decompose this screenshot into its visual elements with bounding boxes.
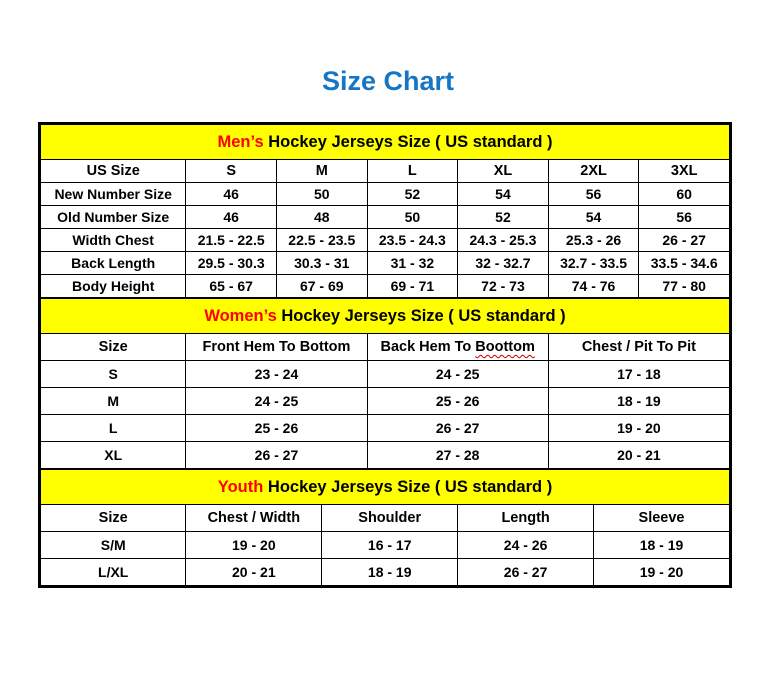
cell-value: 25.3 - 26 [548, 229, 639, 252]
section-title-mens [41, 125, 730, 160]
cell-value: 24 - 25 [186, 388, 367, 415]
section-title-rest: Hockey Jerseys Size ( US standard ) [276, 306, 566, 325]
column-header-row [41, 160, 730, 183]
table-row [41, 532, 730, 559]
column-header-row [41, 334, 730, 361]
column-header: Size [41, 334, 186, 361]
column-header: US Size [41, 160, 186, 183]
cell-value: 23 - 24 [186, 361, 367, 388]
row-label: M [41, 388, 186, 415]
row-label: Width Chest [41, 229, 186, 252]
cell-value: 19 - 20 [186, 532, 322, 559]
cell-value: 74 - 76 [548, 275, 639, 298]
column-header: S [186, 160, 277, 183]
cell-value: 16 - 17 [322, 532, 458, 559]
row-label: XL [41, 442, 186, 469]
column-header: Chest / Pit To Pit [548, 334, 729, 361]
row-label: S/M [41, 532, 186, 559]
cell-value: 48 [276, 206, 367, 229]
cell-value: 72 - 73 [458, 275, 549, 298]
cell-value: 26 - 27 [367, 415, 548, 442]
row-label: L [41, 415, 186, 442]
cell-value: 24.3 - 25.3 [458, 229, 549, 252]
cell-value: 24 - 26 [458, 532, 594, 559]
cell-value: 46 [186, 206, 277, 229]
row-label: L/XL [41, 559, 186, 586]
column-header: Length [458, 505, 594, 532]
cell-value: 18 - 19 [322, 559, 458, 586]
misspelled-word: Boottom [475, 339, 535, 355]
column-header: M [276, 160, 367, 183]
cell-value: 19 - 20 [594, 559, 730, 586]
cell-value: 24 - 25 [367, 361, 548, 388]
row-label: Back Length [41, 252, 186, 275]
table-row [41, 275, 730, 298]
table-row [41, 388, 730, 415]
section-title-rest: Hockey Jerseys Size ( US standard ) [263, 477, 553, 496]
cell-value: 19 - 20 [548, 415, 729, 442]
row-label: Body Height [41, 275, 186, 298]
row-label: S [41, 361, 186, 388]
section-title-womens [41, 299, 730, 334]
column-header: Shoulder [322, 505, 458, 532]
cell-value: 20 - 21 [548, 442, 729, 469]
cell-value: 26 - 27 [639, 229, 730, 252]
cell-value: 18 - 19 [594, 532, 730, 559]
table-row [41, 415, 730, 442]
column-header [367, 334, 548, 361]
cell-value: 50 [276, 183, 367, 206]
section-title-rest: Hockey Jerseys Size ( US standard ) [263, 132, 553, 151]
cell-value: 26 - 27 [458, 559, 594, 586]
cell-value: 23.5 - 24.3 [367, 229, 458, 252]
column-header-text: Back Hem To [380, 339, 476, 355]
cell-value: 32 - 32.7 [458, 252, 549, 275]
table-row [41, 361, 730, 388]
table-youth [40, 469, 730, 586]
cell-value: 31 - 32 [367, 252, 458, 275]
row-label: Old Number Size [41, 206, 186, 229]
cell-value: 21.5 - 22.5 [186, 229, 277, 252]
cell-value: 52 [458, 206, 549, 229]
cell-value: 30.3 - 31 [276, 252, 367, 275]
table-row [41, 442, 730, 469]
section-band-row [41, 299, 730, 334]
cell-value: 56 [639, 206, 730, 229]
cell-value: 67 - 69 [276, 275, 367, 298]
section-band-row [41, 470, 730, 505]
column-header: XL [458, 160, 549, 183]
cell-value: 46 [186, 183, 277, 206]
size-chart [38, 122, 732, 588]
page-title: Size Chart [321, 66, 455, 96]
table-row [41, 252, 730, 275]
section-title-highlight: Women’s [204, 306, 277, 325]
table-row [41, 559, 730, 586]
table-row [41, 206, 730, 229]
cell-value: 54 [548, 206, 639, 229]
cell-value: 69 - 71 [367, 275, 458, 298]
column-header: L [367, 160, 458, 183]
cell-value: 26 - 27 [186, 442, 367, 469]
table-row [41, 183, 730, 206]
cell-value: 25 - 26 [186, 415, 367, 442]
column-header: Size [41, 505, 186, 532]
cell-value: 29.5 - 30.3 [186, 252, 277, 275]
section-title-youth [41, 470, 730, 505]
cell-value: 77 - 80 [639, 275, 730, 298]
section-title-highlight: Men’s [217, 132, 264, 151]
cell-value: 50 [367, 206, 458, 229]
cell-value: 52 [367, 183, 458, 206]
section-band-row [41, 125, 730, 160]
cell-value: 25 - 26 [367, 388, 548, 415]
row-label: New Number Size [41, 183, 186, 206]
table-womens [40, 298, 730, 469]
cell-value: 60 [639, 183, 730, 206]
table-row [41, 229, 730, 252]
cell-value: 18 - 19 [548, 388, 729, 415]
column-header-row [41, 505, 730, 532]
column-header: Chest / Width [186, 505, 322, 532]
cell-value: 32.7 - 33.5 [548, 252, 639, 275]
cell-value: 20 - 21 [186, 559, 322, 586]
column-header: 3XL [639, 160, 730, 183]
cell-value: 22.5 - 23.5 [276, 229, 367, 252]
cell-value: 65 - 67 [186, 275, 277, 298]
cell-value: 56 [548, 183, 639, 206]
section-title-highlight: Youth [217, 477, 264, 496]
cell-value: 17 - 18 [548, 361, 729, 388]
cell-value: 54 [458, 183, 549, 206]
column-header: Front Hem To Bottom [186, 334, 367, 361]
cell-value: 33.5 - 34.6 [639, 252, 730, 275]
column-header: 2XL [548, 160, 639, 183]
cell-value: 27 - 28 [367, 442, 548, 469]
column-header: Sleeve [594, 505, 730, 532]
table-mens [40, 124, 730, 298]
